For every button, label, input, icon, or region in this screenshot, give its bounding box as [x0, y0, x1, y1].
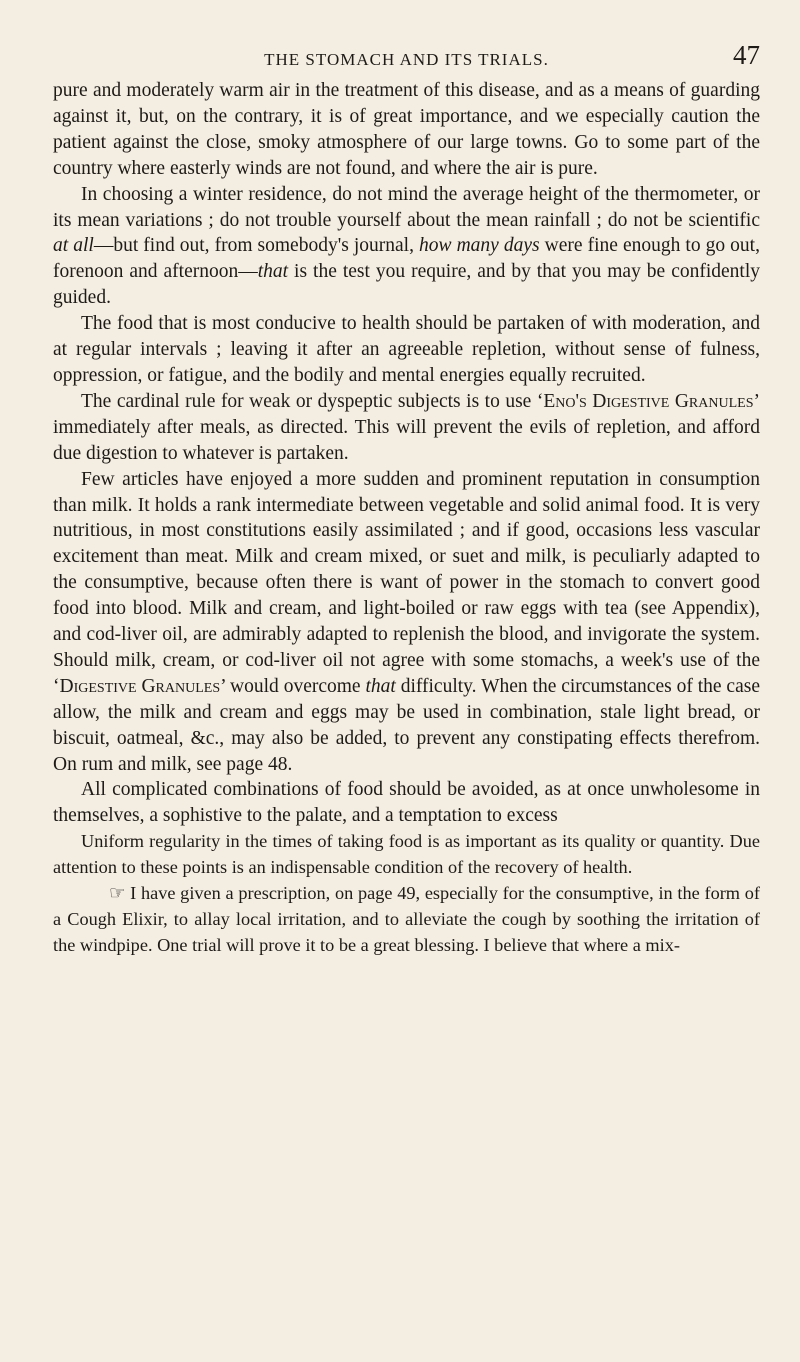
text-run: difficulty. When the circumstances of the case allow, the milk and cream and eggs may be used in combination, stale light bread, or biscuit, oatmeal, &c., may also be added, to prevent any constipating effects therefrom. On rum and milk, see page 48.: [53, 675, 760, 775]
text-run: were fine enough to go out, forenoon and afternoon—: [53, 235, 760, 283]
running-head: [53, 38, 760, 78]
italic-text: that: [257, 261, 289, 283]
paragraph-winter-residence: [53, 182, 760, 312]
paragraph-cardinal-rule: [53, 389, 760, 467]
text-run: ’ immediately after meals, as directed. This will prevent the evils of repletion, and afford due digestion to whatever is partaken.: [53, 390, 760, 464]
text-run: In choosing a winter residence, do not mind the average height of the thermometer, or its mean variations ; do not trouble yourself about the mean rainfall ; do not be scientific: [53, 183, 760, 231]
paragraph-continuation: pure and moderately warm air in the treatment of this disease, and as a means of guarding against it, but, on the contrary, it is of great importance, and we especially caution the patient against the close, smoky atmosphere of our large towns. Go to some part of the country where easterly winds are not found, and where the air is pure.: [53, 80, 760, 179]
text-run: is the test you require, and by that you may be confidently guided.: [53, 261, 761, 309]
italic-text: how many days: [419, 235, 540, 257]
page-number: 47: [733, 40, 760, 70]
paragraph-regularity: Uniform regularity in the times of taking food is as important as its quality or quantity. Due attention to these points is an indispensable condition of the recovery of health.: [53, 831, 760, 878]
paragraph-milk: [53, 467, 760, 778]
italic-text: at all: [53, 235, 94, 257]
body-text: [53, 78, 760, 959]
text-run: Few articles have enjoyed a more sudden and prominent reputation in consumption than milk. It holds a rank intermediate between vegetable and solid animal food. It is very nutritious, in most constitutions easily assimilated ; and if good, occasions less vascular excitement than meat. Milk and cream mixed, or suet and milk, is peculiarly adapted to the consumptive, because often there is want of power in the stomach to convert good food into blood. Milk and cream, and light-boiled or raw eggs with tea (see Appendix), and cod-liver oil, are admirably adapted to replenish the blood, and invigorate the system. Should milk, cream, or cod-liver oil not agree with some stomachs, a week's use of the ‘: [53, 468, 760, 697]
italic-text: that: [365, 675, 396, 697]
paragraph-complicated-food: All complicated combinations of food should be avoided, as at once unwholesome in themselves, a sophistive to the palate, and a temptation to excess: [53, 779, 760, 827]
product-name: Digestive Granules: [59, 675, 221, 697]
paragraph-food-moderation: The food that is most conducive to health should be partaken of with moderation, and at regular intervals ; leaving it after an agreeable repletion, without sense of fulness, oppression, or fatigue, and the bodily and mental energies equally recruited.: [53, 313, 760, 386]
text-run: The cardinal rule for weak or dyspeptic subjects is to use ‘: [81, 390, 544, 412]
text-run: —but find out, from somebody's journal,: [93, 235, 420, 257]
paragraph-prescription-note: [53, 881, 760, 959]
text-run: I have given a prescription, on page 49, especially for the consumptive, in the form of a Cough Elixir, to allay local irritation, and to alleviate the cough by soothing the irritation of the windpipe. One trial will prove it to be a great blessing. I believe that where a mix-: [53, 883, 760, 955]
running-head-title: THE STOMACH AND ITS TRIALS.: [264, 50, 549, 69]
text-run: ’ would overcome: [220, 675, 366, 697]
product-name: Eno's Digestive Granules: [543, 390, 754, 412]
pointing-hand-icon: ☞: [109, 883, 126, 904]
